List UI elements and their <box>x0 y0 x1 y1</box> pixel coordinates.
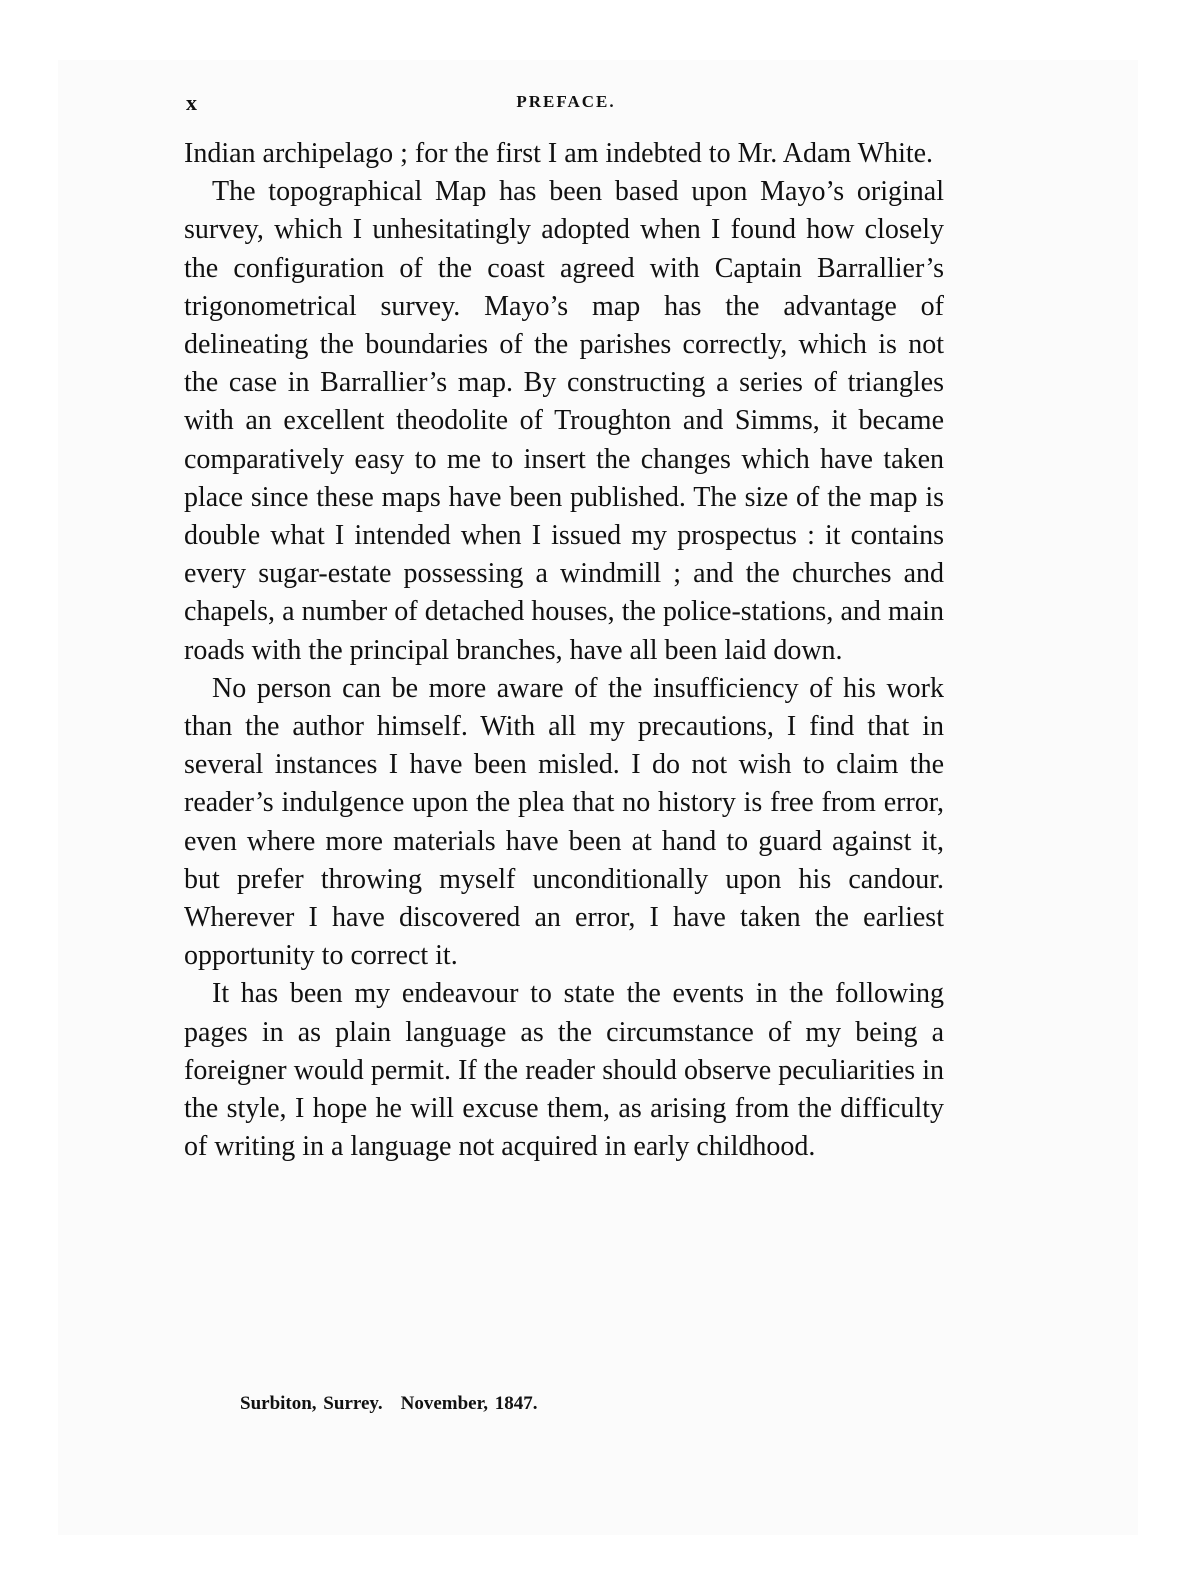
paragraph-errors: No person can be more aware of the insufficiency of his work than the author himself. With all my precautions, I find that in several instances I have been misled. I do not wish to claim the reader’s indulgence upon the plea that no history is free from error, even where more materials have been at hand to guard against it, but prefer throwing myself unconditionally upon his candour. Wherever I have discovered an error, I have taken the earliest opportunity to correct it. <box>184 672 944 972</box>
signature-date: November, 1847. <box>400 1393 538 1414</box>
paragraph-language: It has been my endeavour to state the events in the following pages in as plain language as the circumstance of my being a foreigner would permit. If the reader should observe peculiarities in the style, I hope he will excuse them, as arising from the difficulty of writing in a language not acquired in early childhood. <box>184 978 944 1163</box>
running-title: PREFACE. <box>516 92 616 111</box>
page-number: x <box>186 90 198 115</box>
paragraph-continued: Indian archipelago ; for the first I am indebted to Mr. Adam White. <box>184 138 934 169</box>
paragraph-map: The topographical Map has been based upon Mayo’s original survey, which I unhesitatingly adopted when I found how closely the configuration of the coast agreed with Captain Barrallier’s trigonometrical survey. Mayo’s map has the advantage of delineating the boundaries of the parishes correctly, which is not the case in Barrallier’s map. By constructing a series of triangles with an excellent theodolite of Troughton and Simms, it became comparatively easy to me to insert the changes which have taken place since these maps have been published. The size of the map is double what I intended when I issued my prospectus : it contains every sugar-estate possessing a windmill ; and the churches and chapels, a number of detached houses, the police-stations, and main roads with the principal branches, have all been laid down. <box>184 176 944 666</box>
signature-place: Surbiton, Surrey. <box>240 1393 383 1414</box>
running-header <box>186 90 946 120</box>
signature-line <box>240 1393 538 1415</box>
preface-body <box>184 135 944 1166</box>
